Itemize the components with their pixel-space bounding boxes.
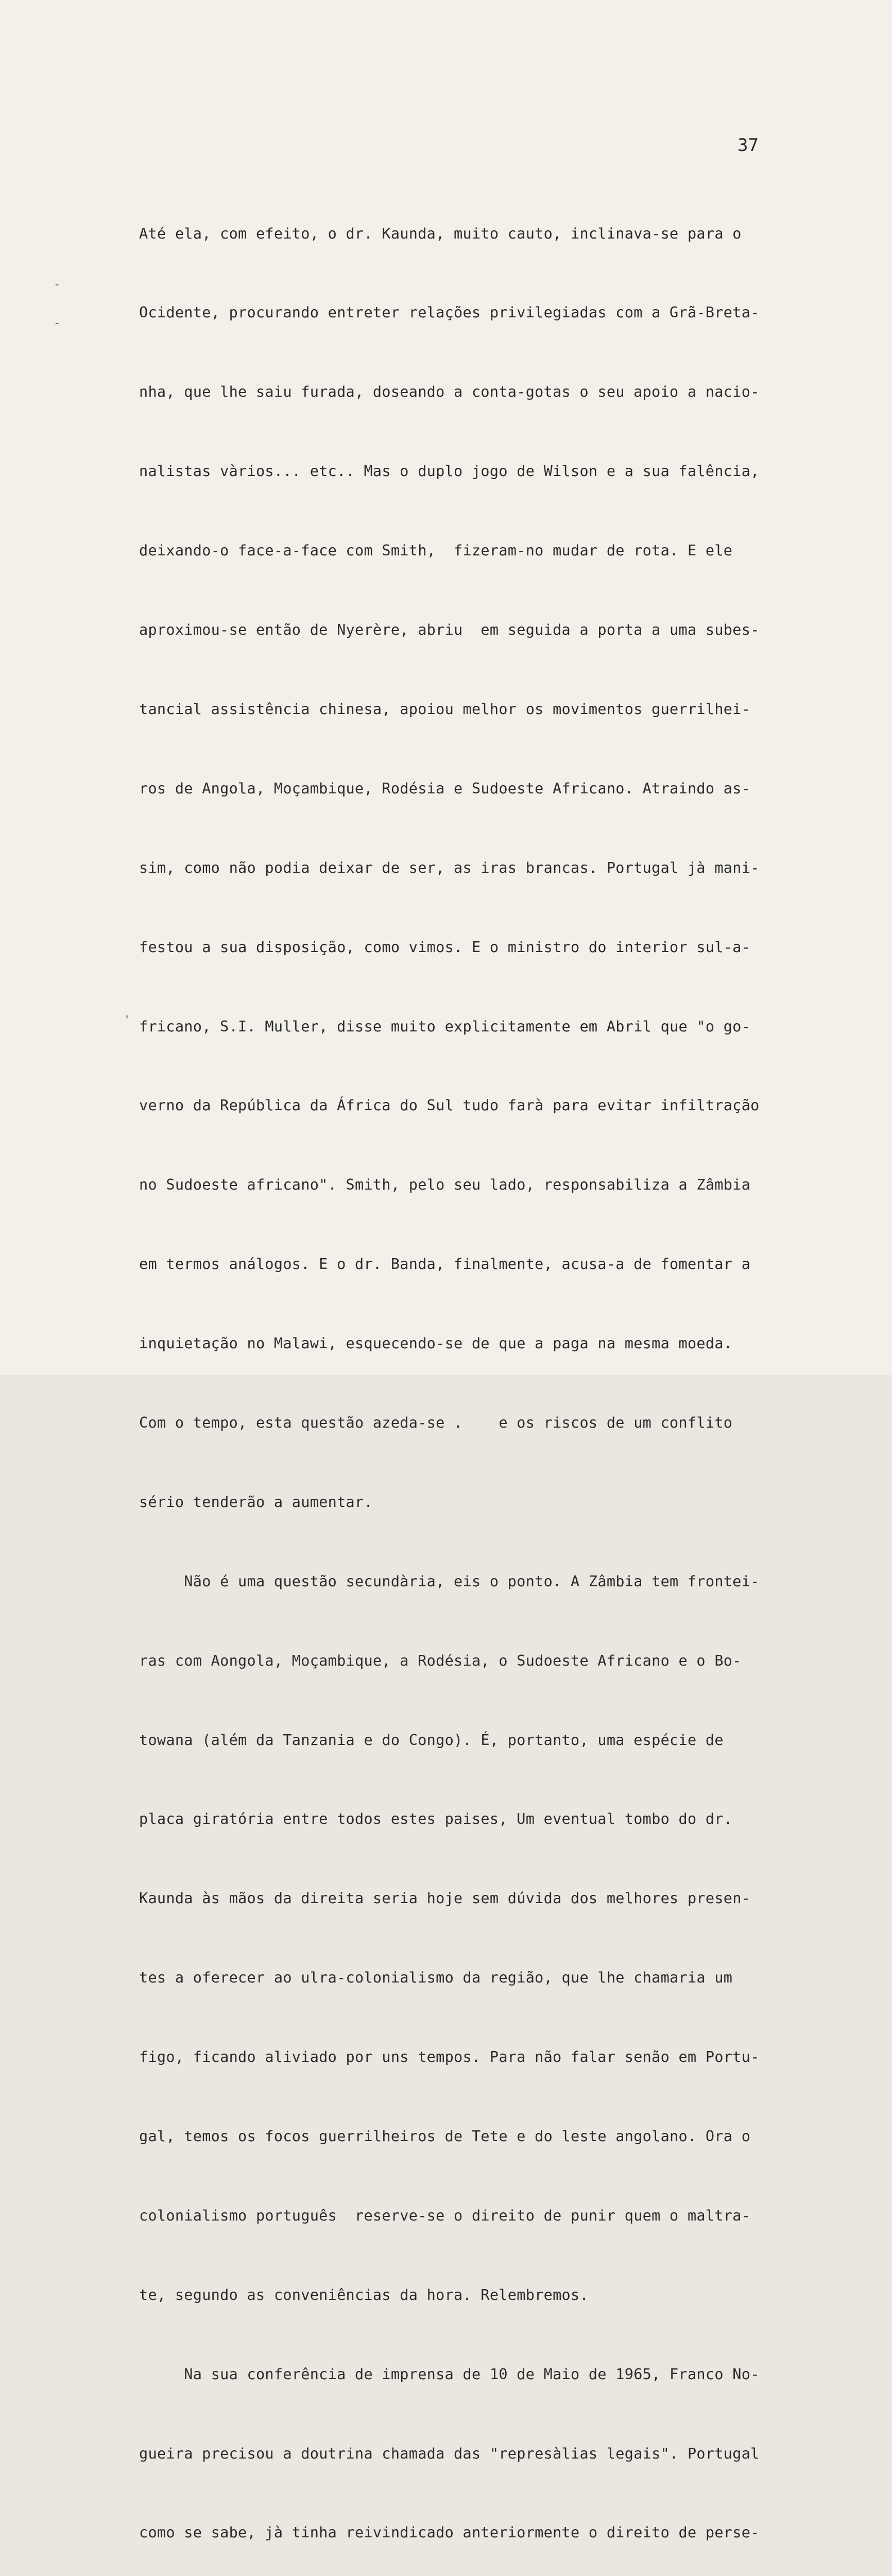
text-line: gueira precisou a doutrina chamada das "represàlias legais". Portugal: [139, 2445, 760, 2462]
text-line: ros de Angola, Moçambique, Rodésia e Sudoeste Africano. Atraindo as-: [139, 779, 751, 797]
text-line: fricano, S.I. Muller, disse muito explicitamente em Abril que "o go-: [139, 1018, 751, 1035]
text-line: nha, que lhe saiu furada, doseando a conta-gotas o seu apoio a nacio-: [139, 383, 760, 401]
page-number: 37: [737, 135, 759, 156]
text-line: towana (além da Tanzania e do Congo). É, portanto, uma espécie de: [139, 1731, 724, 1749]
text-line: tes a oferecer ao ulra-colonialismo da região, que lhe chamaria um: [139, 1969, 733, 1987]
body-text: [139, 167, 819, 2576]
text-line: em termos análogos. E o dr. Banda, finalmente, acusa-a de fomentar a: [139, 1256, 751, 1273]
text-line: gal, temos os focos guerrilheiros de Tete e do leste angolano. Ora o: [139, 2127, 751, 2145]
text-line: deixando-o face-a-face com Smith, fizeram-no mudar de rota. E ele: [139, 542, 733, 560]
text-line: sério tenderão a aumentar.: [139, 1493, 373, 1511]
margin-dash-mark: -: [54, 317, 61, 330]
text-line: no Sudoeste africano". Smith, pelo seu lado, responsabiliza a Zâmbia: [139, 1176, 751, 1194]
text-line: te, segundo as conveniências da hora. Relembremos.: [139, 2286, 589, 2303]
text-line: Kaunda às mãos da direita seria hoje sem dúvida dos melhores presen-: [139, 1890, 751, 1907]
text-line: como se sabe, jà tinha reivindicado anteriormente o direito de perse-: [139, 2524, 760, 2541]
margin-dash-mark: -: [54, 278, 61, 291]
text-line: inquietação no Malawi, esquecendo-se de que a paga na mesma moeda.: [139, 1335, 733, 1352]
text-line: sim, como não podia deixar de ser, as iras brancas. Portugal jà mani-: [139, 859, 760, 876]
text-line: nalistas vàrios... etc.. Mas o duplo jogo de Wilson e a sua falência,: [139, 463, 760, 480]
text-line: festou a sua disposição, como vimos. E o ministro do interior sul-a-: [139, 938, 751, 956]
text-line: Até ela, com efeito, o dr. Kaunda, muito cauto, inclinava-se para o: [139, 225, 742, 242]
text-line: Não é uma questão secundària, eis o ponto. A Zâmbia tem frontei-: [139, 1572, 760, 1590]
text-line: ras com Aongola, Moçambique, a Rodésia, o Sudoeste Africano e o Bo-: [139, 1652, 742, 1669]
margin-tick-mark: ': [124, 1014, 131, 1027]
text-line: figo, ficando aliviado por uns tempos. Para não falar senão em Portu-: [139, 2048, 760, 2066]
text-line: aproximou-se então de Nyerère, abriu em seguida a porta a uma subes-: [139, 621, 760, 639]
text-line: Ocidente, procurando entreter relações privilegiadas com a Grã-Breta-: [139, 304, 760, 321]
text-line: placa giratória entre todos estes paises, Um eventual tombo do dr.: [139, 1810, 733, 1828]
text-line: verno da República da África do Sul tudo farà para evitar infiltração: [139, 1097, 760, 1114]
text-line: Com o tempo, esta questão azeda-se . e os riscos de um conflito: [139, 1414, 733, 1431]
text-line: Na sua conferência de imprensa de 10 de Maio de 1965, Franco No-: [139, 2365, 760, 2383]
text-line: colonialismo português reserve-se o direito de punir quem o maltra-: [139, 2207, 751, 2224]
text-line: tancial assistência chinesa, apoiou melhor os movimentos guerrilhei-: [139, 700, 751, 718]
